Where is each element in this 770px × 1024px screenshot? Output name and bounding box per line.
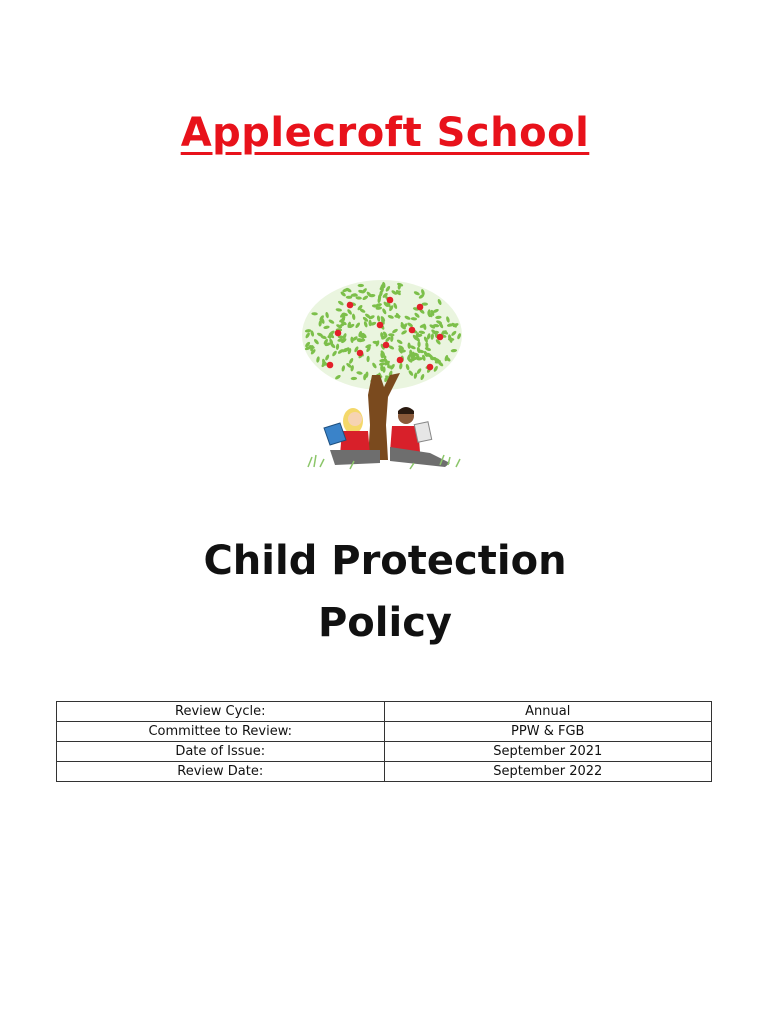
review-table xyxy=(56,701,712,782)
date-of-issue-value: September 2021 xyxy=(384,742,712,762)
review-date-label: Review Date: xyxy=(57,762,385,782)
table-row xyxy=(57,722,712,742)
boy-reading-figure xyxy=(390,407,450,467)
policy-title-line-1: Child Protection xyxy=(203,538,567,584)
tree-canopy xyxy=(302,280,462,390)
review-cycle-value: Annual xyxy=(384,702,712,722)
table-row xyxy=(57,702,712,722)
table-row xyxy=(57,762,712,782)
review-date-value: September 2022 xyxy=(384,762,712,782)
policy-title-line-2: Policy xyxy=(317,600,452,646)
review-cycle-label: Review Cycle: xyxy=(57,702,385,722)
committee-label: Committee to Review: xyxy=(57,722,385,742)
committee-value: PPW & FGB xyxy=(384,722,712,742)
table-row xyxy=(57,742,712,762)
school-logo xyxy=(290,275,480,485)
date-of-issue-label: Date of Issue: xyxy=(57,742,385,762)
school-title: Applecroft School xyxy=(180,110,590,156)
policy-title xyxy=(0,530,770,654)
